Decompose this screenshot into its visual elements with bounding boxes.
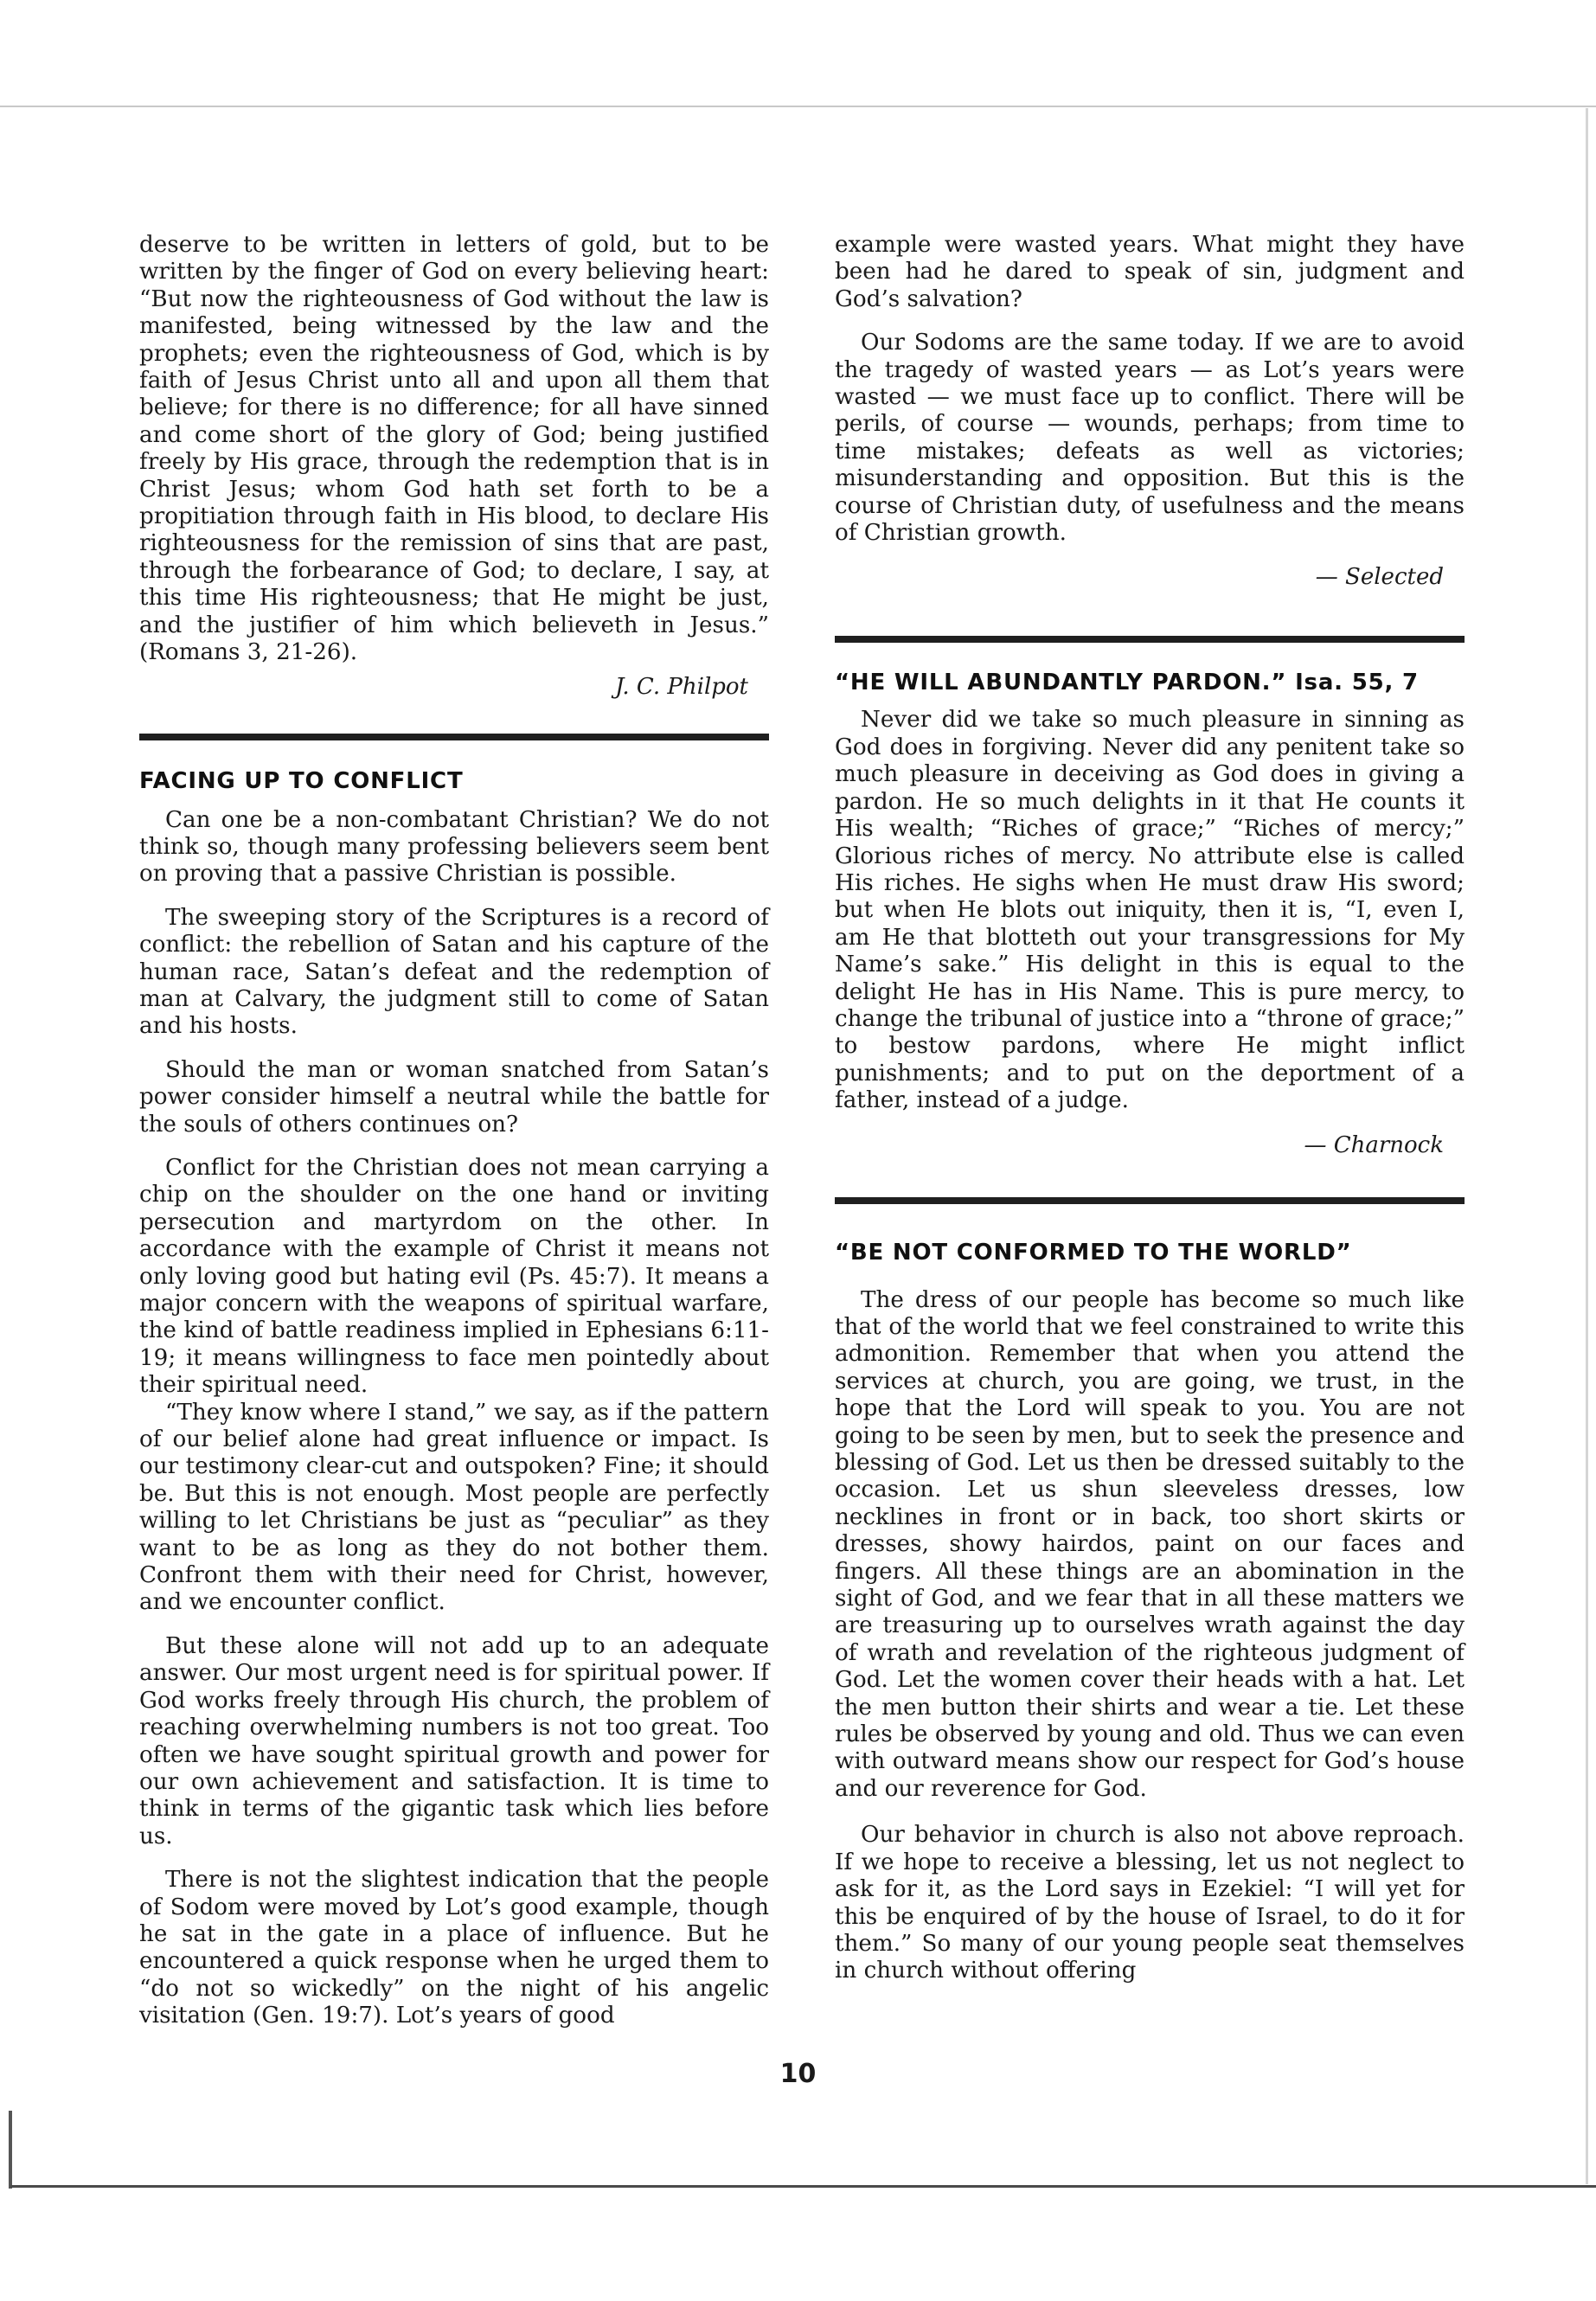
pardon-byline: — Charnock [1304,1131,1444,1158]
conflict-heading: FACING UP TO CONFLICT [139,767,464,794]
left-column [139,232,769,2030]
conflict-paragraph: “They know where I stand,” we say, as if the pattern of our belief alone had great influence or impact. Is our testimony clear-cut and outspoken? Fine; it should be. But this is not enough. Most people are perfectly willing to let Christians be just as “peculiar” as they want to be as long as they do not bother them. Confront them with their need for Christ, however, and we encounter conflict. [139,1399,769,1616]
pardon-paragraph: Never did we take so much pleasure in sinning as God does in forgiving. Never did any penitent take so much pleasure in deceiving as God does in giving a pardon. He so much delights in it that He counts it His wealth; “Riches of grace;” “Riches of mercy;” Glorious riches of mercy. No attribute else is called His riches. He sighs when He must draw His sword; but when He blots out iniquity, then it is, “I, even I, am He that blotteth out your transgressions for My Name’s sake.” His delight in this is equal to the delight He has in His Name. This is pure mercy, to change the tribunal of justice into a “throne of grace;” to bestow pardons, where He might inflict punishments; and to put on the deportment of a father, instead of a judge. [835,707,1465,1114]
section-divider [139,734,769,740]
conflict-paragraph: The sweeping story of the Scriptures is a record of conflict: the rebellion of Satan and his capture of the human race, Satan’s defeat and the redemption of man at Calvary, the judgment still to come of Satan and his hosts. [139,904,769,1040]
conflict-paragraph: There is not the slightest indication that the people of Sodom were moved by Lot’s good example, though he sat in the gate in a place of influence. But he encountered a quick response when he urged them to “do not so wickedly” on the night of his angelic visitation (Gen. 19:7). Lot’s years of good [139,1867,769,2029]
scan-edge-left-mark [9,2111,12,2189]
scan-edge-bottom [10,2185,1596,2188]
right-column [835,232,1465,1985]
conflict-paragraph: Our Sodoms are the same today. If we are to avoid the tragedy of wasted years — as Lot’s years were wasted — we must face up to conflict. There will be perils, of course — wounds, perhaps; from time to time mistakes; defeats as well as victories; misunderstanding and opposition. But this is the course of Christian duty, of usefulness and the means of Christian growth. [835,330,1465,547]
section-divider [835,1197,1465,1204]
world-paragraph: Our behavior in church is also not above reproach. If we hope to receive a blessing, let us not neglect to ask for it, as the Lord says in Ezekiel: “I will yet for this be enquired of by the house of Israel, to do it for them.” So many of our young people seat themselves in church without offering [835,1822,1465,1984]
conflict-paragraph: Conflict for the Christian does not mean carrying a chip on the shoulder on the one hand or inviting persecution and martyrdom on the other. In accordance with the example of Christ it means not only loving good but hating evil (Ps. 45:7). It means a major concern with the weapons of spiritual warfare, the kind of battle readiness implied in Ephesians 6:11-19; it means willingness to face men pointedly about their spiritual need. [139,1154,769,1399]
world-paragraph: The dress of our people has become so much like that of the world that we feel constrained to write this admonition. Remember that when you attend the services at church, you are going, we trust, in the hope that the Lord will speak to you. You are not going to be seen by men, but to seek the presence and blessing of God. Let us then be dressed suitably to the occasion. Let us shun sleeveless dresses, low necklines in front or in back, too short skirts or dresses, showy hairdos, paint on our faces and fingers. All these things are an abomination in the sight of God, and we fear that in all these matters we are treasuring up to ourselves wrath against the day of wrath and revelation of the righteous judgment of God. Let the women cover their heads with a hat. Let the men button their shirts and wear a tie. Let these rules be observed by young and old. Thus we can even with outward means show our respect for God’s house and our reverence for God. [835,1286,1465,1802]
scan-edge-top [0,106,1596,107]
intro-paragraph: deserve to be written in letters of gold, but to be written by the finger of God on every believing heart: “But now the righteousness of God without the law is manifested, being witnessed by the law and the prophets; even the righteousness of God, which is by faith of Jesus Christ unto all and upon all them that believe; for there is no difference; for all have sinned and come short of the glory of God; being justified freely by His grace, through the redemption that is in Christ Jesus; whom God hath set forth to be a propitiation through faith in His blood, to declare His righteousness for the remission of sins that are past, through the forbearance of God; to declare, I say, at this time His righteousness; that He might be just, and the justifier of him which believeth in Jesus.” (Romans 3, 21-26). [139,232,769,666]
conflict-paragraph: But these alone will not add up to an adequate answer. Our most urgent need is for spiritual power. If God works freely through His church, the problem of reaching overwhelming numbers is not too great. Too often we have sought spiritual growth and power for our own achievement and satisfaction. It is time to think in terms of the gigantic task which lies before us. [139,1632,769,1849]
conflict-continuation: example were wasted years. What might they have been had he dared to speak of sin, judgment and God’s salvation? [835,232,1465,312]
section-divider [835,636,1465,643]
conflict-paragraph: Should the man or woman snatched from Satan’s power consider himself a neutral while the battle for the souls of others continues on? [139,1056,769,1138]
world-heading: “BE NOT CONFORMED TO THE WORLD” [835,1239,1352,1266]
page-number: 10 [779,2059,817,2089]
pardon-heading: “HE WILL ABUNDANTLY PARDON.” Isa. 55, 7 [835,670,1419,696]
conflict-byline: — Selected [1315,564,1444,591]
conflict-paragraph: Can one be a non-combatant Christian? We do not think so, though many professing believers seem bent on proving that a passive Christian is possible. [139,806,769,888]
scan-edge-right [1586,108,1588,2184]
intro-byline: J. C. Philpot [614,673,748,700]
